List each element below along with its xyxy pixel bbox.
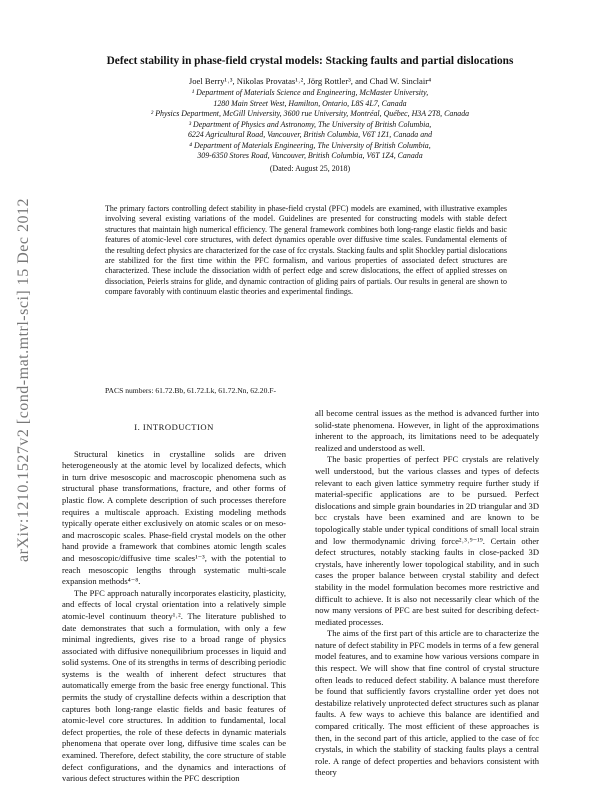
section-heading: I. INTRODUCTION [134, 422, 214, 432]
paper-title: Defect stability in phase-field crystal models: Stacking faults and partial dislocations [106, 55, 514, 67]
abstract: The primary factors controlling defect stability in phase-field crystal (PFC) models are examined, with illustrative examples involving several existing variations of the model. Guidelines are presented for constructing models with stable defect structures that maintain high numerical efficiency. The general framework combines both long-range elastic fields and basic features of atomic-level core structures, with defect dynamics operable over diffusive time scales. Fundamental elements of the resulting defect physics are characterized for the case of fcc crystals. Stacking faults and split Shockley partial dislocations are stabilized for the first time within the PFC formalism, and various properties of associated defect structures are characterized. These include the dissociation width of perfect edge and screw dislocations, the effect of applied stresses on dissociation, Peierls strains for glide, and dynamic contraction of gliding pairs of partials. Our results in general are shown to compare favorably with continuum elastic theories and experimental findings. [105, 204, 507, 297]
affiliation-3b: 6224 Agricultural Road, Vancouver, British Columbia, V6T 1Z1, Canada and [187, 130, 433, 139]
right-column [315, 408, 539, 779]
affiliation-2: ² Physics Department, McGill University, 3600 rue University, Montréal, Québec, H3A 2T8, Canada [150, 109, 470, 118]
arxiv-id: arXiv:1210.1527v2 [cond-mat.mtrl-sci] 15 Dec 2012 [15, 198, 33, 562]
intro-paragraph-2: The PFC approach naturally incorporates elasticity, plasticity, and effects of local crystal orientation into a relatively simple atomic-level continuum theory¹˒². The literature published to date demonstrates that such a formulation, with only a few minimal ingredients, gives rise to a broad range of physics associated with diffusive nonequilibrium processes in liquid and solid systems. One of its strengths in terms of describing periodic systems is the wealth of inherent defect structures that automatically emerge from the basic free energy functional. This permits the study of crystalline defects within a description that captures both long-range elastic fields and basic features of atomic-level core structures. In addition to fundamental, local defect properties, the role of these defects in dynamic materials phenomena that operate over long, diffusive time scales can be examined. Therefore, defect stability, the core structure of stable defect configurations, and the dynamics and interactions of various defect structures within the PFC description [62, 587, 286, 784]
intro-paragraph-1: Structural kinetics in crystalline solids are driven heterogeneously at the atomic level by localized defects, which in turn drive mesoscopic and macroscopic phenomena such as structural phase transformations, fracture, and other forms of plastic flow. A complete description of such processes therefore requires a multiscale approach. Existing modeling methods typically operate either exclusively on atomic scales or on meso- and macroscopic scales. Phase-field crystal models on the other hand provide a framework that combines atomic length scales and mesoscopic/diffusive time scales¹⁻³, with the potential to reach mesoscopic lengths through systematic multi-scale expansion methods⁴⁻⁸. [62, 448, 286, 587]
affiliation-4b: 309-6350 Stores Road, Vancouver, British Columbia, V6T 1Z4, Canada [197, 151, 423, 160]
intro-paragraph-4: The basic properties of perfect PFC crystals are relatively well understood, but the various classes and types of defects relevant to each given lattice symmetry require further study if material-specific applications are to be pursued. Perfect dislocations and simple grain boundaries in 2D triangular and 3D bcc crystals have been examined and are known to be topologically stable under typical conditions of small local strain and low thermodynamic driving force²˒³˒⁹⁻¹⁹. Certain other defect structures, notably stacking faults in close-packed 3D crystals, have inherently lower topological stability, and in such cases the proper balance between crystal stability and defect stability in the model formulation becomes more restrictive and difficult to achieve. It is also not necessarily clear which of the now many versions of PFC are best suited for describing defect-mediated processes. [315, 454, 539, 627]
paper-header [60, 54, 560, 174]
arxiv-stamp [14, 200, 34, 560]
affiliation-1a: ¹ Department of Materials Science and Engineering, McMaster University, [191, 88, 429, 97]
intro-paragraph-3: all become central issues as the method is advanced further into solid-state phenomena. However, in light of the approximations inherent to the approach, its limitations need to be adequately realized and understood as well. [315, 408, 539, 453]
author-list: Joel Berry¹˒³, Nikolas Provatas¹˒², Jörg Rottler³, and Chad W. Sinclair⁴ [188, 76, 432, 86]
pacs-numbers: PACS numbers: 61.72.Bb, 61.72.Lk, 61.72.Nn, 62.20.F- [105, 386, 277, 395]
affiliation-1b: 1280 Main Street West, Hamilton, Ontario, L8S 4L7, Canada [213, 98, 407, 108]
affiliation-4a: ⁴ Department of Materials Engineering, The University of British Columbia, [189, 140, 431, 150]
dated-line: (Dated: August 25, 2018) [269, 163, 351, 173]
left-column [62, 418, 286, 785]
intro-paragraph-5: The aims of the first part of this article are to characterize the nature of defect stability in PFC models in terms of a few general model features, and to examine how various versions compare in this respect. We will show that fine control of crystal structure often leads to reduced defect stability. A balance must therefore be found that sufficiently favors crystalline order yet does not destabilize relatively unprotected defect structures such as planar faults. A few ways to achieve this balance are identified and compared critically. The most efficient of these approaches is then, in the second part of this article, applied to the case of fcc crystals, in which the stability of stacking faults plays a central role. A range of defect properties and behaviors consistent with theory [315, 628, 539, 778]
affiliation-3a: ³ Department of Physics and Astronomy, The University of British Columbia, [188, 119, 432, 129]
